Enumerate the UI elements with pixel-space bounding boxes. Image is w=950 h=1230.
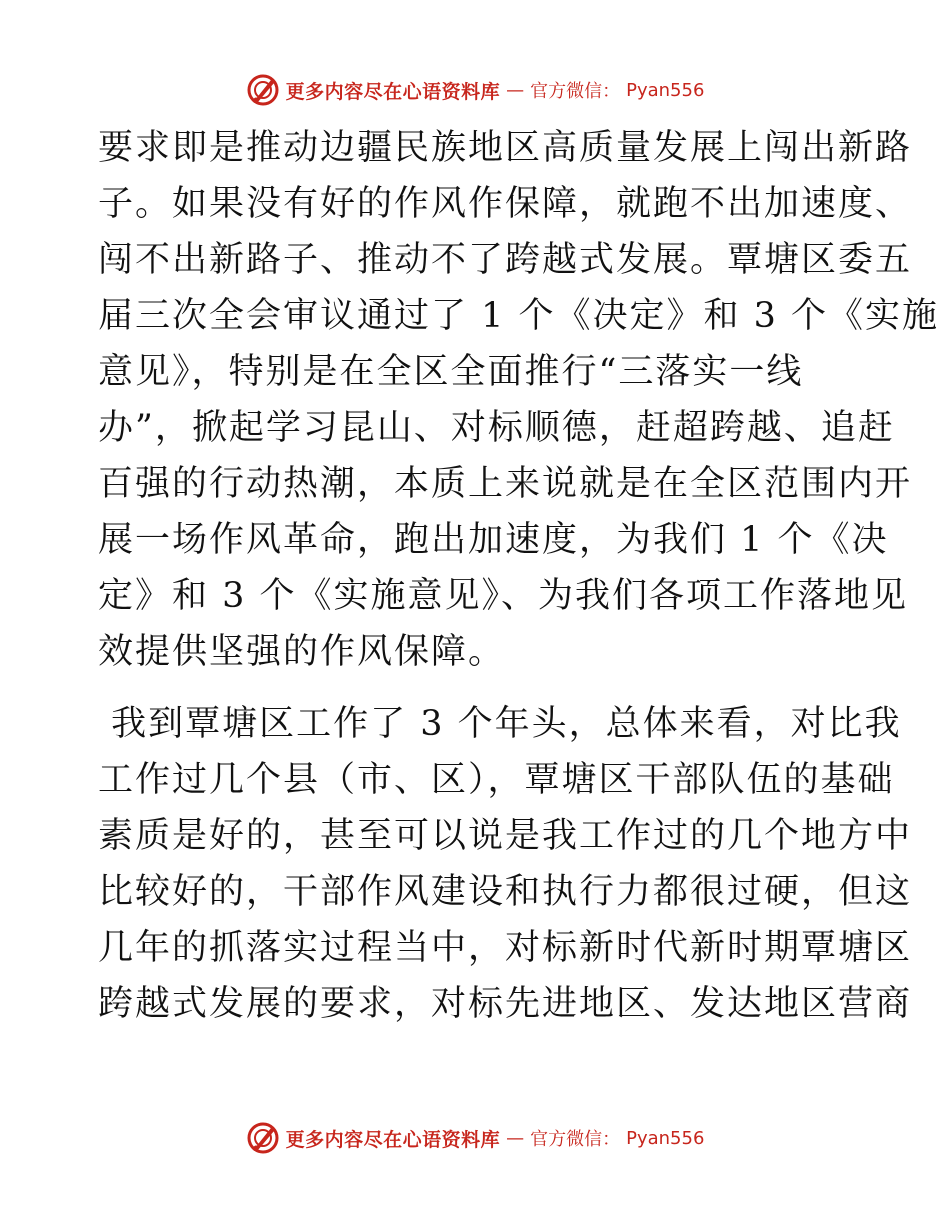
header-banner (0, 70, 950, 110)
brand-text: 更多内容尽在心语资料库 (285, 1128, 501, 1151)
text-line: 届三次全会审议通过了 1 个《决定》和 3 个《实施 (98, 296, 940, 336)
paragraph-gap (98, 680, 858, 696)
text-line: 定》和 3 个《实施意见》、为我们各项工作落地见 (98, 576, 909, 616)
paragraph-2 (98, 696, 913, 1032)
text-line: 百强的行动热潮，本质上来说就是在全区范围内开 (98, 464, 913, 504)
text-line: 工作过几个县（市、区），覃塘区干部队伍的基础 (98, 760, 895, 800)
brand-text: 更多内容尽在心语资料库 (285, 80, 501, 103)
text-line: 跨越式发展的要求，对标先进地区、发达地区营商 (98, 984, 913, 1024)
text-line: 意见》，特别是在全区全面推行“三落实一线 (98, 352, 804, 392)
logo-icon (246, 73, 280, 107)
text-line: 素质是好的，甚至可以说是我工作过的几个地方中 (98, 816, 913, 856)
text-line: 子。如果没有好的作风作保障，就跑不出加速度、 (98, 184, 913, 224)
wechat-id: Pyan556 (626, 79, 705, 101)
text-line: 几年的抓落实过程当中，对标新时代新时期覃塘区 (98, 928, 913, 968)
text-line: 办”，掀起学习昆山、对标顺德，赶超跨越、追赶 (98, 408, 895, 448)
text-line: 要求即是推动边疆民族地区高质量发展上闯出新路 (98, 128, 913, 168)
brand-dash: — (506, 1127, 525, 1149)
wechat-id: Pyan556 (626, 1127, 705, 1149)
paragraph-1 (98, 120, 940, 680)
text-line: 效提供坚强的作风保障。 (98, 632, 506, 672)
document-body (98, 120, 940, 1032)
logo-icon (246, 1121, 280, 1155)
text-line: 展一场作风革命，跑出加速度，为我们 1 个《决 (98, 520, 889, 560)
brand-dash: — (506, 79, 525, 101)
text-line: 比较好的，干部作风建设和执行力都很过硬，但这 (98, 872, 913, 912)
wechat-label: 官方微信： (530, 81, 621, 102)
footer-banner (0, 1118, 950, 1158)
text-line: 我到覃塘区工作了 3 个年头，总体来看，对比我 (98, 704, 902, 744)
text-line: 闯不出新路子、推动不了跨越式发展。覃塘区委五 (98, 240, 913, 280)
wechat-label: 官方微信： (530, 1129, 621, 1150)
